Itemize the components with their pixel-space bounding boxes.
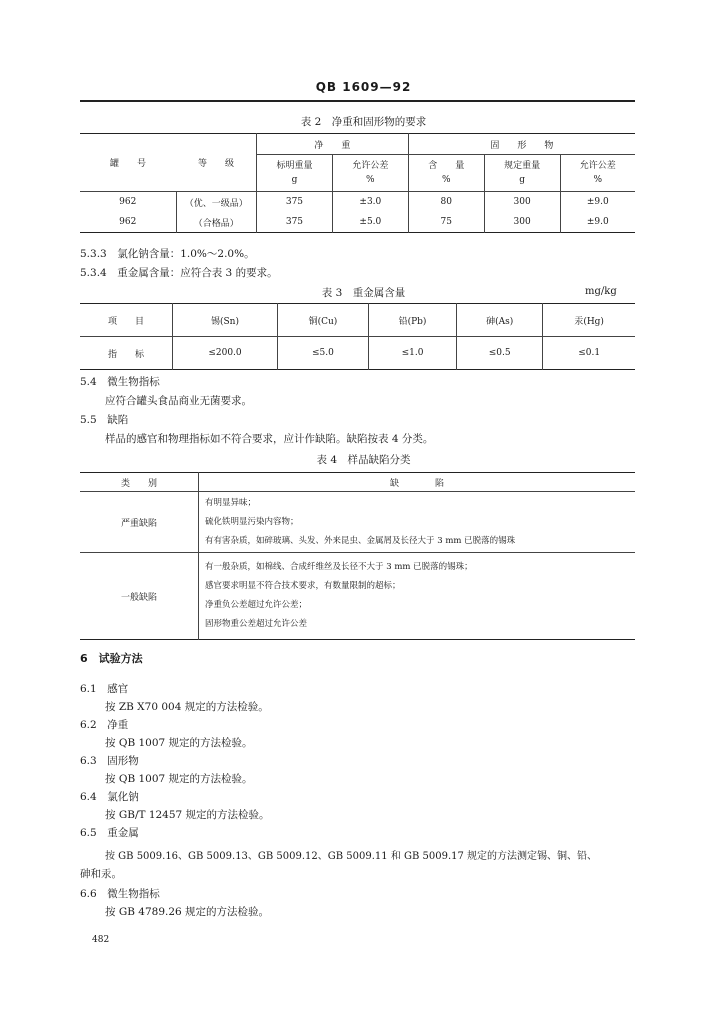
table-row: 一般缺陷 有一般杂质，如棉线、合成纤维丝及长径不大于 3 mm 已脱落的锡珠； 感官要求明显不符合技术要求，有数量限制的超标； 净重负公差超过允许公差； 固形物重公差超过允许公差 [80,553,635,640]
method-6-6-body: 按 GB 4789.26 规定的方法检验。 [105,906,270,918]
table3-unit: mg/kg [585,286,617,297]
clause-5-4-title: 5.4 微生物指标 [80,376,160,388]
clause-5-3-3: 5.3.3 氯化钠含量：1.0%～2.0%。 [80,248,255,260]
method-6-1-title: 6.1 感官 [80,683,129,695]
t2-col-grade: 等 级 [176,134,257,192]
header-rule [80,100,635,102]
t2-col-spec-weight: 规定重量 g [484,155,560,192]
t2-group-net: 净 重 [257,134,409,155]
t2-group-solid: 固 形 物 [408,134,635,155]
clause-5-5-title: 5.5 缺陷 [80,414,129,426]
method-6-3-body: 按 QB 1007 规定的方法检验。 [105,773,253,785]
page-number: 482 [92,935,110,945]
t2-col-tolerance: 允许公差 % [332,155,408,192]
page-header: QB 1609—92 [315,80,412,94]
section-6-title: 6 试验方法 [80,652,143,665]
t2-col-content: 含 量 % [408,155,484,192]
clause-5-4-body: 应符合罐头食品商业无菌要求。 [105,395,252,407]
table-row: 962 （合格品） 375 ±5.0 75 300 ±9.0 [80,212,635,233]
table4-caption: 表 4 样品缺陷分类 [316,454,411,466]
table2 [80,133,635,233]
method-6-2-title: 6.2 净重 [80,719,129,731]
t2-col-solid-tolerance: 允许公差 % [560,155,635,192]
table-row: 指 标 ≤200.0 ≤5.0 ≤1.0 ≤0.5 ≤0.1 [80,337,635,370]
table2-caption: 表 2 净重和固形物的要求 [300,116,427,128]
clause-5-5-body: 样品的感官和物理指标如不符合要求，应计作缺陷。缺陷按表 4 分类。 [105,433,434,445]
method-6-4-title: 6.4 氯化钠 [80,791,139,803]
table4: 类 别 缺 陷 严重缺陷 有明显异味； 硫化铁明显污染内容物； 有有害杂质，如碎玻璃、头发、外来昆虫、金属屑及长径大于 3 mm 已脱落的锡珠 一般缺陷 有一般杂质，如棉线、合成纤维丝及长径不大于 3 mm 已脱落的锡珠； 感官要求明显不符合技术要求，有数量限制的超标； 净重负公差超过允许公差； 固形物重公差超过允许公差 [80,472,635,640]
method-6-1-body: 按 ZB X70 004 规定的方法检验。 [105,701,269,713]
method-6-5-body: 按 GB 5009.16、GB 5009.13、GB 5009.12、GB 5009.11 和 GB 5009.17 规定的方法测定锡、铜、铅、 [105,851,598,862]
method-6-5-body-cont: 砷和汞。 [80,868,122,880]
table-row: 严重缺陷 有明显异味； 硫化铁明显污染内容物； 有有害杂质，如碎玻璃、头发、外来昆虫、金属屑及长径大于 3 mm 已脱落的锡珠 [80,492,635,553]
method-6-4-body: 按 GB/T 12457 规定的方法检验。 [105,809,270,821]
table3: 项 目 锡(Sn) 铜(Cu) 铅(Pb) 砷(As) 汞(Hg) 指 标 ≤200.0 ≤5.0 ≤1.0 ≤0.5 ≤0.1 [80,303,635,370]
t2-col-can: 罐 号 [80,134,176,192]
clause-5-3-4: 5.3.4 重金属含量：应符合表 3 的要求。 [80,267,278,279]
t2-col-label-weight: 标明重量 g [257,155,333,192]
method-6-3-title: 6.3 固形物 [80,755,139,767]
method-6-2-body: 按 QB 1007 规定的方法检验。 [105,737,253,749]
table-row: 962 （优、一级品） 375 ±3.0 80 300 ±9.0 [80,192,635,213]
method-6-6-title: 6.6 微生物指标 [80,888,160,900]
table3-caption: 表 3 重金属含量 [321,287,406,299]
method-6-5-title: 6.5 重金属 [80,827,139,839]
